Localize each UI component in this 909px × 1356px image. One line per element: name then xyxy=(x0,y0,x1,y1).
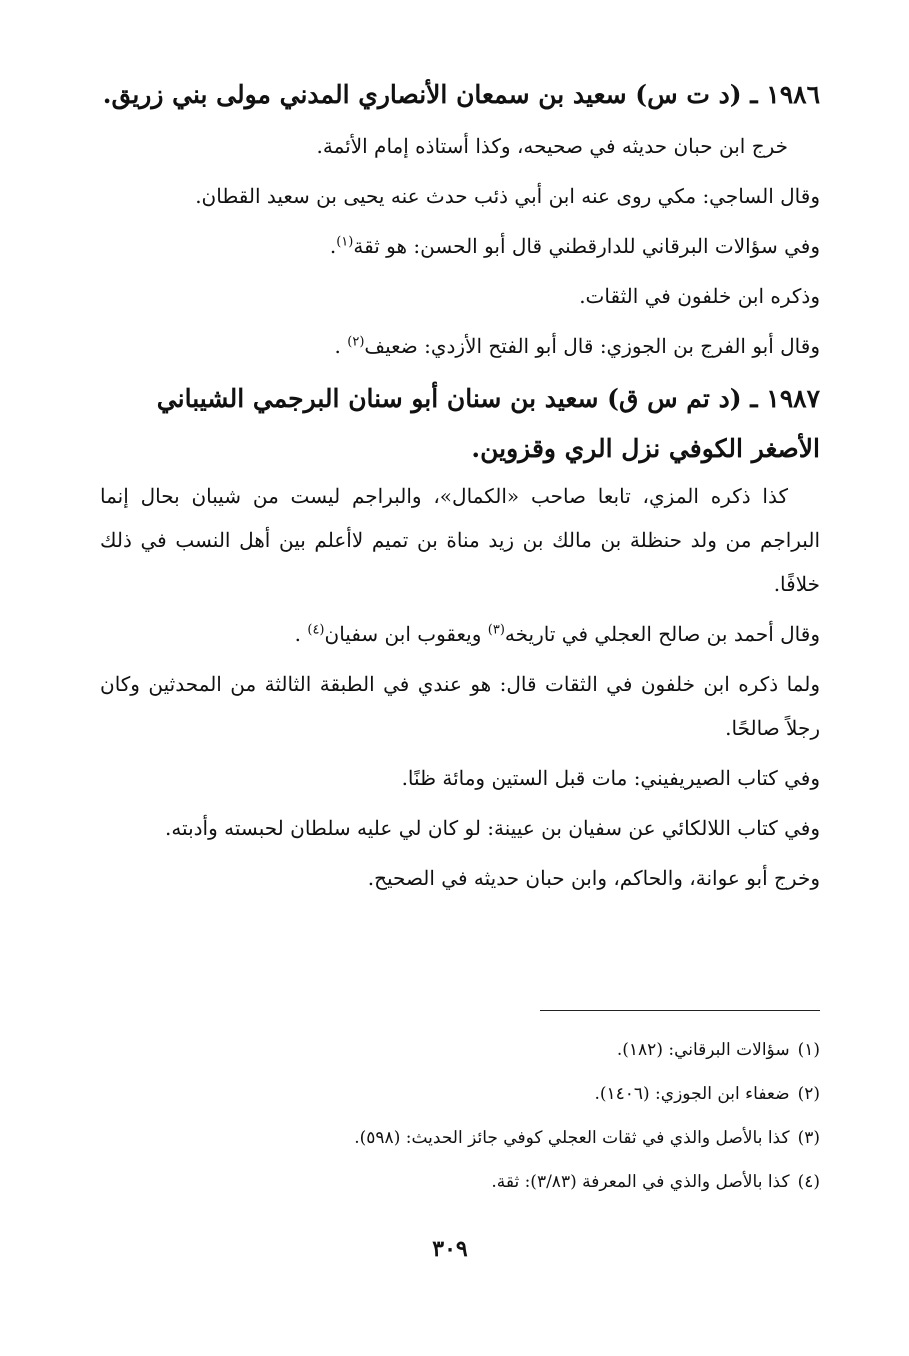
entry-1986-para-2: وقال الساجي: مكي روى عنه ابن أبي ذئب حدث عنه يحيى بن سعيد القطان. xyxy=(195,184,820,208)
para-end: . xyxy=(334,334,348,358)
entry-1987-para-1: كذا ذكره المزي، تابعا صاحب «الكمال»، والبراجم ليست من شيبان بحال إنما البراجم من ولد حنظلة بن مالك بن زيد مناة بن تميم لاأعلم بين أهل النسب في ذلك خلافًا. xyxy=(100,484,820,596)
footnote-ref-3: (٣) xyxy=(487,622,505,638)
entry-1987-heading: ١٩٨٧ ـ (د تم س ق) سعيد بن سنان أبو سنان البرجمي الشيباني الأصغر الكوفي نزل الري وقزوين. xyxy=(156,384,820,463)
page-number: ٣٠٩ xyxy=(432,1236,468,1262)
footnote-ref-4: (٤) xyxy=(307,622,325,638)
entry-1986-para-3 xyxy=(100,224,820,268)
footnote-3 xyxy=(100,1116,820,1160)
footnote-text: ضعفاء ابن الجوزي: (١٤٠٦). xyxy=(594,1084,790,1104)
footnote-4 xyxy=(100,1160,820,1204)
footnote-1 xyxy=(100,1028,820,1072)
para-text: وقال أبو الفرج بن الجوزي: قال أبو الفتح الأزدي: ضعيف xyxy=(364,334,820,358)
para-end: . xyxy=(294,622,308,646)
footnote-text: كذا بالأصل والذي في ثقات العجلي كوفي جائز الحديث: (٥٩٨). xyxy=(354,1128,790,1148)
para-text: وقال أحمد بن صالح العجلي في تاريخه xyxy=(504,622,820,646)
page-body xyxy=(100,70,820,906)
footnote-number: (٢) xyxy=(797,1084,820,1104)
entry-1987-para-5: وفي كتاب اللالكائي عن سفيان بن عيينة: لو كان لي عليه سلطان لحبسته وأدبته. xyxy=(164,816,820,840)
entry-1986-para-5 xyxy=(100,324,820,368)
footnote-divider xyxy=(540,1010,820,1011)
entry-1987-para-2 xyxy=(100,612,820,656)
entry-1986-para-4: وذكره ابن خلفون في الثقات. xyxy=(579,284,820,308)
footnote-number: (١) xyxy=(797,1040,820,1060)
para-text: وفي سؤالات البرقاني للدارقطني قال أبو الحسن: هو ثقة xyxy=(353,234,820,258)
entry-1987-para-3: ولما ذكره ابن خلفون في الثقات قال: هو عندي في الطبقة الثالثة من المحدثين وكان رجلاً صالحًا. xyxy=(100,672,820,740)
footnote-number: (٤) xyxy=(797,1172,820,1192)
footnote-ref-1: (١) xyxy=(336,234,354,250)
entry-1987-para-4: وفي كتاب الصيريفيني: مات قبل الستين ومائة ظنًا. xyxy=(401,766,820,790)
footnote-2 xyxy=(100,1072,820,1116)
footnote-text: كذا بالأصل والذي في المعرفة (٣/٨٣): ثقة. xyxy=(491,1172,790,1192)
footnote-text: سؤالات البرقاني: (١٨٢). xyxy=(616,1040,790,1060)
footnote-ref-2: (٢) xyxy=(347,334,365,350)
footnotes xyxy=(100,1028,820,1204)
entry-1986-heading: ١٩٨٦ ـ (د ت س) سعيد بن سمعان الأنصاري المدني مولى بني زريق. xyxy=(102,80,820,109)
para-end: . xyxy=(329,234,337,258)
para-text: ويعقوب ابن سفيان xyxy=(324,622,488,646)
entry-1986-para-1: خرج ابن حبان حديثه في صحيحه، وكذا أستاذه إمام الأئمة. xyxy=(316,134,788,158)
entry-1987-para-6: وخرج أبو عوانة، والحاكم، وابن حبان حديثه في الصحيح. xyxy=(367,866,820,890)
footnote-number: (٣) xyxy=(797,1128,820,1148)
